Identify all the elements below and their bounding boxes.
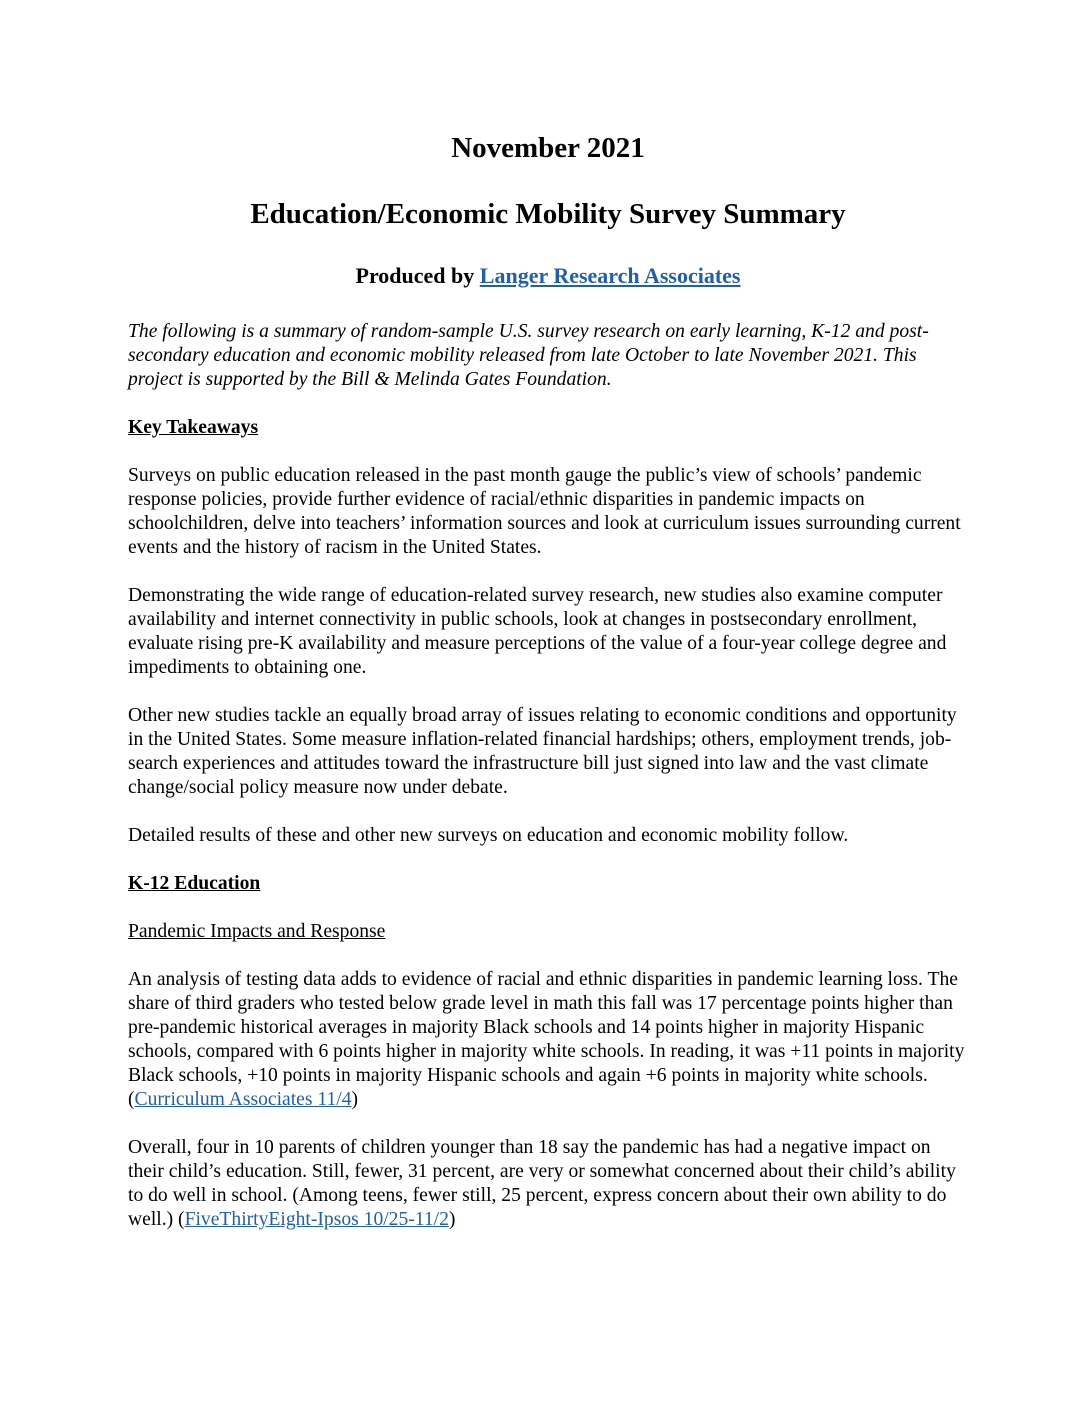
paragraph-close: ) <box>351 1089 359 1110</box>
takeaway-paragraph: Other new studies tackle an equally broad array of issues relating to economic conditions and opportunity in the United States. Some measure inflation-related financial hardships; others, employment trends, job-search experiences and attitudes toward the infrastructure bill just signed into law and the vast climate change/social policy measure now under debate. <box>128 705 957 798</box>
paragraph-close: ) <box>448 1209 456 1230</box>
takeaway-paragraph: Demonstrating the wide range of education-related survey research, new studies also examine computer availability and internet connectivity in public schools, look at changes in postsecondary enrollment, evaluate rising pre-K availability and measure perceptions of the value of a four-year college degree and impediments to obtaining one. <box>128 585 947 678</box>
document-title: Education/Economic Mobility Survey Summary <box>250 198 846 230</box>
intro-paragraph: The following is a summary of random-sample U.S. survey research on early learning, K-12 and post-secondary education and economic mobility released from late October to late November 2021. This project is supported by the Bill & Melinda Gates Foundation. <box>128 321 929 390</box>
k12-heading: K-12 Education <box>128 873 261 894</box>
k12-paragraph-parents <box>128 1136 968 1232</box>
fivethirtyeight-ipsos-link[interactable]: FiveThirtyEight-Ipsos 10/25-11/2 <box>184 1209 449 1230</box>
producer-link[interactable]: Langer Research Associates <box>479 263 741 288</box>
producer-prefix: Produced by <box>355 263 480 288</box>
pandemic-subheading: Pandemic Impacts and Response <box>128 921 386 942</box>
document-content <box>128 128 968 1232</box>
paragraph-text: Overall, four in 10 parents of children younger than 18 say the pandemic has had a negative impact on their child’s education. Still, fewer, 31 percent, are very or somewhat concerned about their child’s ability to do well in school. (Among teens, fewer still, 25 percent, express concern about their own ability to do well.) ( <box>128 1137 956 1230</box>
producer-line <box>128 262 968 290</box>
takeaway-paragraph: Detailed results of these and other new surveys on education and economic mobility follow. <box>128 825 849 846</box>
k12-paragraph-learning-loss <box>128 968 968 1112</box>
takeaway-paragraph: Surveys on public education released in the past month gauge the public’s view of schools’ pandemic response policies, provide further evidence of racial/ethnic disparities in pandemic impacts on schoolchildren, delve into teachers’ information sources and look at curriculum issues surrounding current events and the history of racism in the United States. <box>128 465 961 558</box>
curriculum-associates-link[interactable]: Curriculum Associates 11/4 <box>134 1089 352 1110</box>
document-date: November 2021 <box>451 132 645 164</box>
key-takeaways-heading: Key Takeaways <box>128 417 259 438</box>
paragraph-text: An analysis of testing data adds to evidence of racial and ethnic disparities in pandemic learning loss. The share of third graders who tested below grade level in math this fall was 17 percentage points higher than pre-pandemic historical averages in majority Black schools and 14 points higher in majority Hispanic schools, compared with 6 points higher in majority white schools. In reading, it was +11 points in majority Black schools, +10 points in majority Hispanic schools and again +6 points in majority white schools. ( <box>128 969 965 1110</box>
